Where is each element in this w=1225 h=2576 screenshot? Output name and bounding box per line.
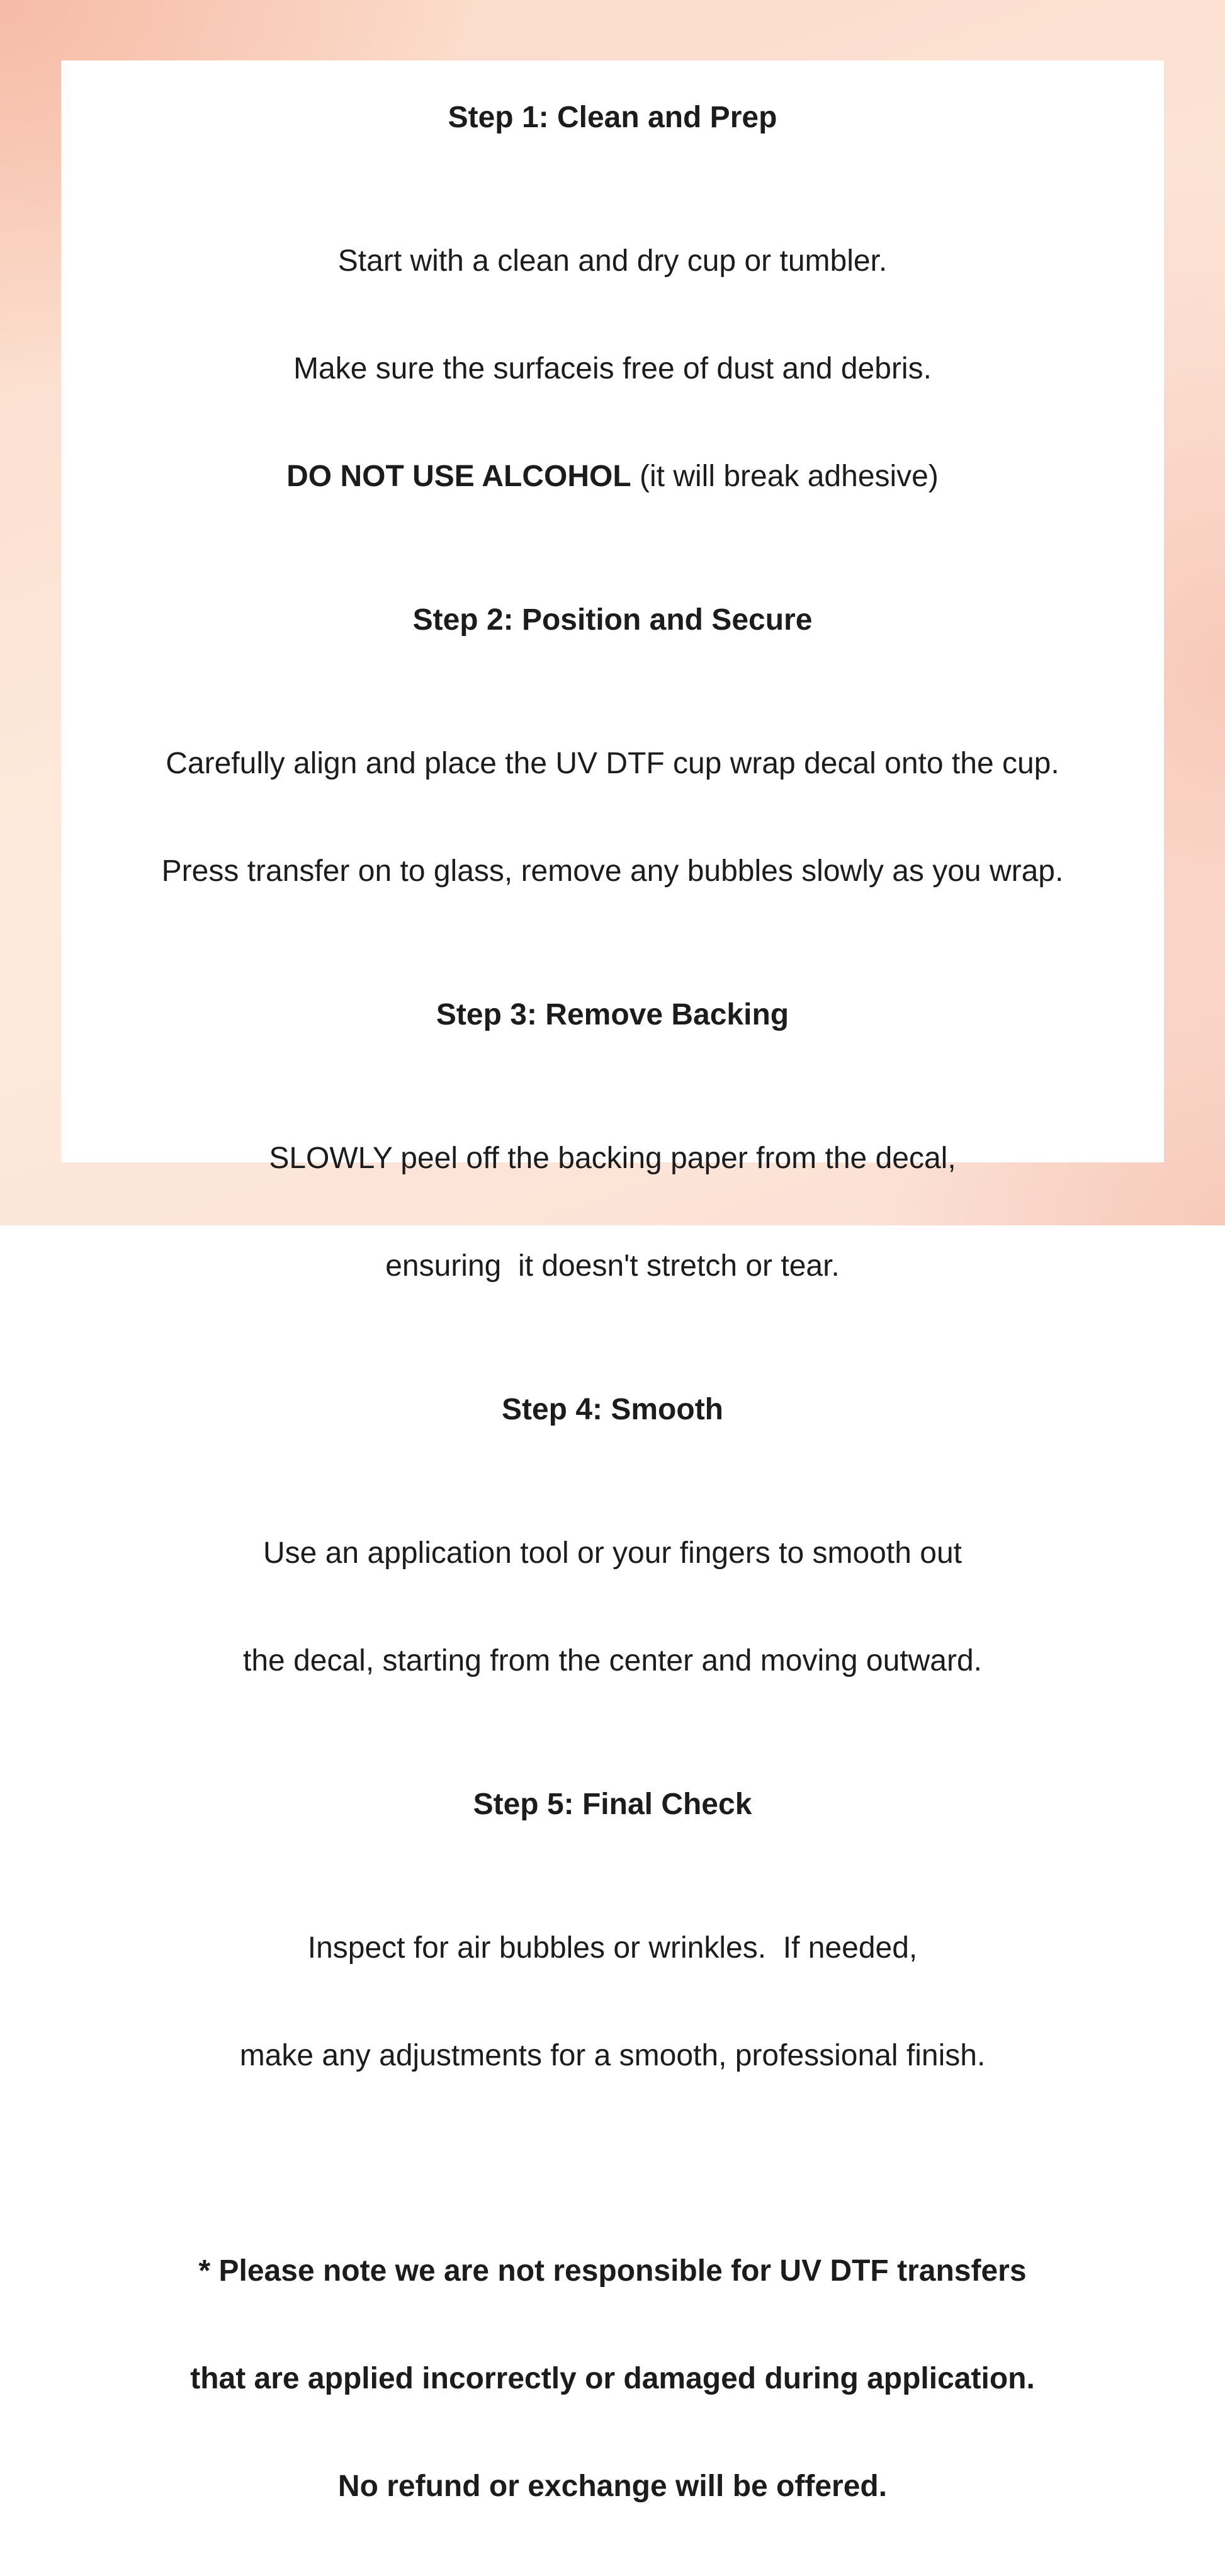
step-4-heading: Step 4: Smooth [501,1393,723,1426]
disclaimer-line-1: * Please note we are not responsible for UV DTF transfers [198,2254,1027,2288]
step-3-paragraph [61,1069,1164,1356]
step-4-line-1: Use an application tool or your fingers to smooth out [263,1536,962,1570]
step-1-heading: Step 1: Clean and Prep [448,101,777,134]
instruction-card [61,60,1164,2503]
step-1-paragraph [61,171,1164,566]
step-3-heading: Step 3: Remove Backing [436,998,789,1031]
step-1-alcohol-warning [61,458,1164,494]
disclaimer-line-3: No refund or exchange will be offered. [337,2470,888,2503]
step-2-heading: Step 2: Position and Secure [412,603,813,637]
step-3-line-1: SLOWLY peel off the backing paper from the decal, [269,1142,956,1175]
step-5-heading: Step 5: Final Check [473,1788,752,1821]
step-1-line-1: Start with a clean and dry cup or tumbler. [337,244,888,278]
step-1-line-2: Make sure the surfaceis free of dust and debris. [293,352,932,385]
disclaimer-paragraph [61,2181,1164,2576]
step-4-line-2: the decal, starting from the center and moving outward. [243,1644,982,1677]
step-5-line-2: make any adjustments for a smooth, professional finish. [239,2039,986,2072]
step-2-line-2: Press transfer on to glass, remove any bubbles slowly as you wrap. [161,854,1064,888]
alcohol-warning-bold-text: DO NOT USE ALCOHOL [286,460,631,493]
alcohol-warning-rest-text: (it will break adhesive) [631,460,939,493]
step-4-paragraph [61,1463,1164,1750]
disclaimer-line-2: that are applied incorrectly or damaged during application. [190,2362,1035,2395]
step-2-line-1: Carefully align and place the UV DTF cup wrap decal onto the cup. [166,747,1059,780]
step-2-paragraph [61,674,1164,961]
step-5-paragraph [61,1858,1164,2145]
step-3-line-2: ensuring it doesn't stretch or tear. [385,1249,840,1283]
step-5-line-1: Inspect for air bubbles or wrinkles. If needed, [307,1931,918,1965]
